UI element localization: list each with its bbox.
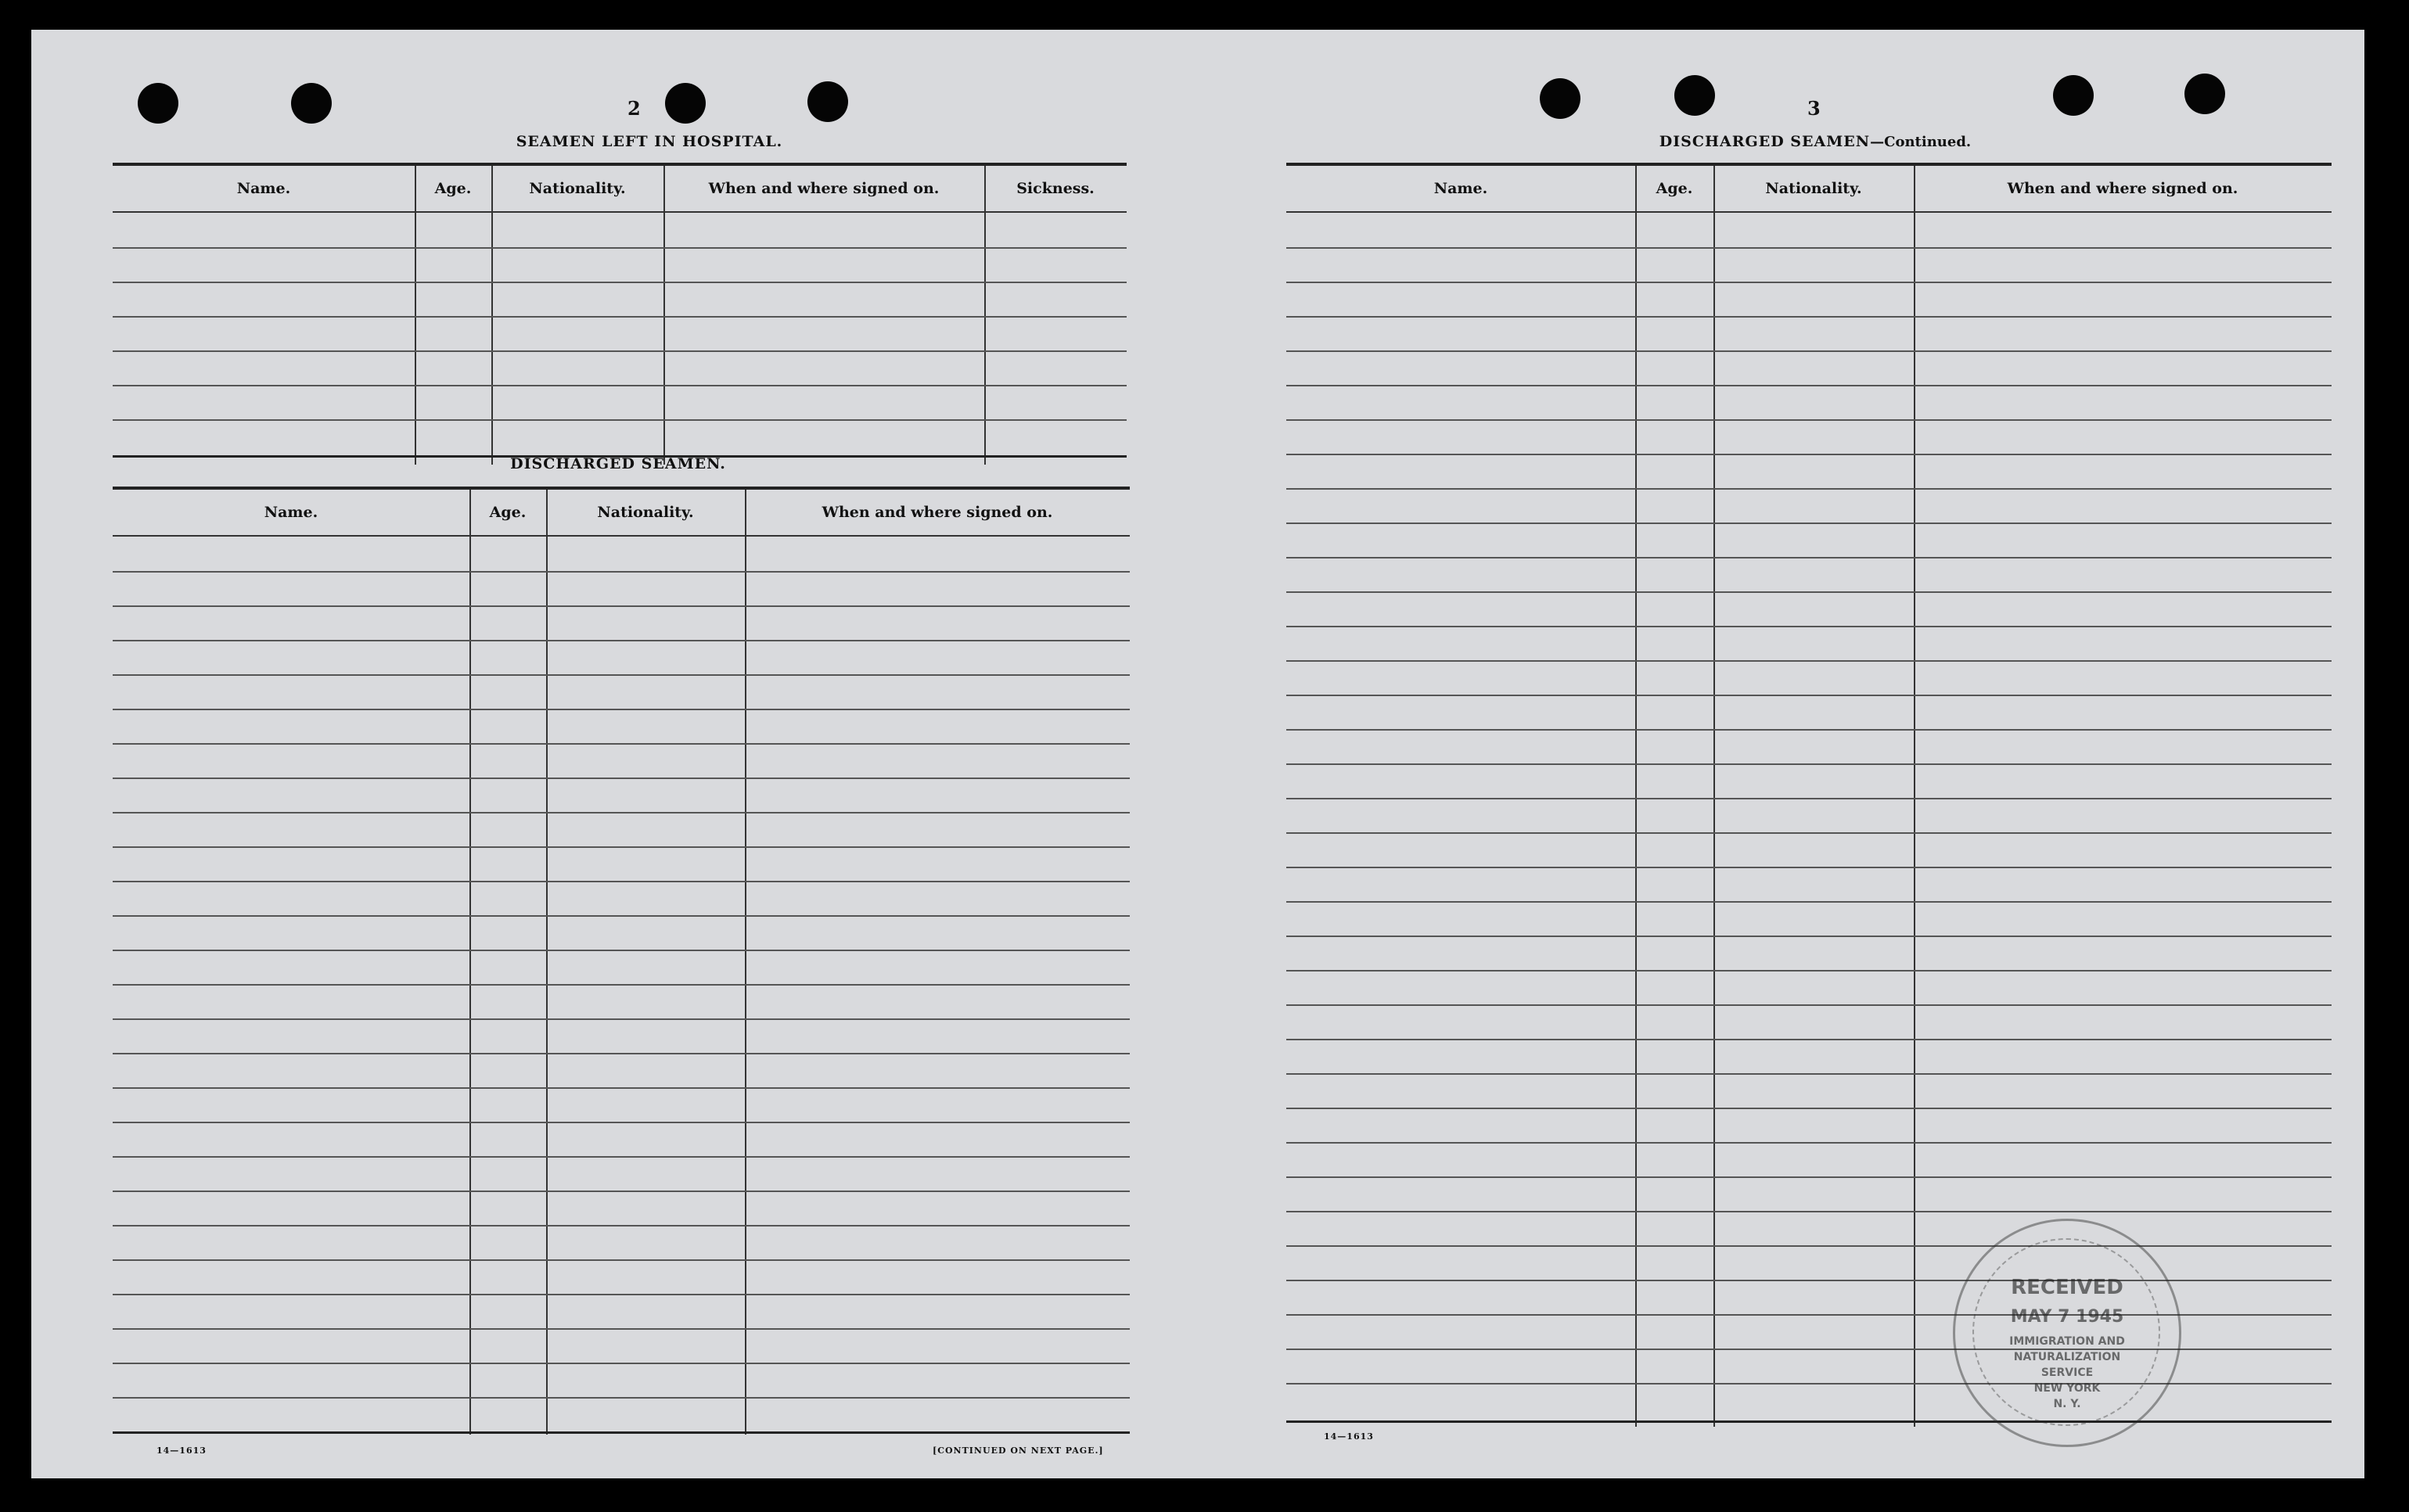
row-rule bbox=[1286, 763, 2332, 765]
row-rule bbox=[1286, 1142, 2332, 1144]
punch-hole bbox=[2053, 75, 2094, 116]
row-rule bbox=[1286, 626, 2332, 627]
row-rule bbox=[113, 605, 1130, 607]
row-rule bbox=[113, 881, 1130, 882]
punch-hole bbox=[1540, 78, 1580, 119]
right-section-title bbox=[1596, 133, 2034, 150]
row-rule bbox=[113, 1053, 1130, 1054]
punch-hole bbox=[807, 81, 848, 122]
row-rule bbox=[1286, 247, 2332, 249]
row-rule bbox=[1286, 901, 2332, 903]
row-rule bbox=[1286, 936, 2332, 937]
stamp-agency-3: SERVICE bbox=[2040, 1367, 2094, 1379]
stamp-received: RECEIVED bbox=[2011, 1276, 2123, 1299]
column-rule bbox=[469, 490, 471, 1435]
column-rule bbox=[1914, 166, 1915, 1427]
row-rule bbox=[113, 385, 1127, 386]
col-header-age: Age. bbox=[489, 504, 527, 521]
col-header-name: Name. bbox=[1433, 180, 1488, 197]
stamp-agency-1: IMMIGRATION AND bbox=[2009, 1335, 2125, 1348]
stamp-city: NEW YORK bbox=[2033, 1382, 2101, 1395]
row-rule bbox=[113, 1328, 1130, 1330]
row-rule bbox=[113, 950, 1130, 951]
row-rule bbox=[1286, 1211, 2332, 1212]
col-header-sickness: Sickness. bbox=[1016, 180, 1095, 197]
row-rule bbox=[1286, 695, 2332, 696]
row-rule bbox=[113, 812, 1130, 813]
row-rule bbox=[1286, 1176, 2332, 1178]
row-rule bbox=[113, 674, 1130, 676]
punch-hole bbox=[665, 83, 706, 124]
right-title-main: DISCHARGED SEAMEN bbox=[1659, 133, 1871, 150]
stamp-agency-2: NATURALIZATION bbox=[2013, 1351, 2121, 1363]
punch-hole bbox=[2184, 74, 2225, 114]
row-rule bbox=[113, 1294, 1130, 1295]
discharged-section-title: DISCHARGED SEAMEN. bbox=[510, 455, 726, 472]
row-rule bbox=[1286, 660, 2332, 662]
left-form-number: 14—1613 bbox=[156, 1446, 207, 1456]
discharged-table-right bbox=[1286, 163, 2332, 1427]
row-rule bbox=[113, 247, 1127, 249]
row-rule bbox=[113, 1156, 1130, 1158]
col-header-signed-on: When and where signed on. bbox=[708, 180, 940, 197]
col-header-name: Name. bbox=[264, 504, 318, 521]
punch-hole bbox=[138, 83, 178, 124]
row-rule bbox=[113, 350, 1127, 352]
row-rule bbox=[1286, 1245, 2332, 1247]
right-title-suffix: —Continued. bbox=[1870, 134, 1972, 150]
column-rule bbox=[1713, 166, 1715, 1427]
hospital-table bbox=[113, 163, 1127, 465]
row-rule bbox=[113, 1122, 1130, 1123]
row-rule bbox=[1286, 591, 2332, 593]
continued-note: [CONTINUED ON NEXT PAGE.] bbox=[933, 1446, 1104, 1456]
row-rule bbox=[1286, 1108, 2332, 1109]
row-rule bbox=[113, 571, 1130, 573]
column-rule bbox=[1635, 166, 1637, 1427]
row-rule bbox=[113, 1431, 1130, 1434]
col-header-age: Age. bbox=[1656, 180, 1693, 197]
row-rule bbox=[1286, 385, 2332, 386]
row-rule bbox=[113, 709, 1130, 710]
row-rule bbox=[113, 984, 1130, 986]
right-page-number: 3 bbox=[1807, 97, 1821, 120]
row-rule bbox=[1286, 1039, 2332, 1040]
row-rule bbox=[113, 640, 1130, 641]
row-rule bbox=[1286, 282, 2332, 283]
row-rule bbox=[113, 1087, 1130, 1089]
row-rule bbox=[1286, 832, 2332, 834]
row-rule bbox=[1286, 454, 2332, 455]
col-header-name: Name. bbox=[236, 180, 291, 197]
row-rule bbox=[1286, 523, 2332, 524]
discharged-table-left bbox=[113, 487, 1130, 1435]
row-rule bbox=[1286, 419, 2332, 421]
stamp-date: MAY 7 1945 bbox=[2010, 1307, 2124, 1327]
row-rule bbox=[113, 316, 1127, 318]
row-rule bbox=[113, 915, 1130, 917]
row-rule bbox=[1286, 350, 2332, 352]
row-rule bbox=[1286, 867, 2332, 868]
row-rule bbox=[113, 1259, 1130, 1261]
row-rule bbox=[1286, 1420, 2332, 1423]
col-header-signed-on: When and where signed on. bbox=[822, 504, 1053, 521]
row-rule bbox=[113, 743, 1130, 745]
row-rule bbox=[113, 1191, 1130, 1192]
right-form-number: 14—1613 bbox=[1324, 1431, 1374, 1442]
row-rule bbox=[113, 419, 1127, 421]
column-rule bbox=[745, 490, 746, 1435]
row-rule bbox=[1286, 316, 2332, 318]
row-rule bbox=[1286, 798, 2332, 799]
row-rule bbox=[1286, 557, 2332, 558]
punch-hole bbox=[1674, 75, 1715, 116]
punch-hole bbox=[291, 83, 332, 124]
row-rule bbox=[113, 846, 1130, 848]
left-page-number: 2 bbox=[627, 97, 641, 120]
hospital-section-title: SEAMEN LEFT IN HOSPITAL. bbox=[516, 133, 783, 150]
row-rule bbox=[113, 1397, 1130, 1399]
row-rule bbox=[1286, 1004, 2332, 1006]
received-stamp bbox=[1953, 1219, 2181, 1447]
column-rule bbox=[546, 490, 548, 1435]
row-rule bbox=[1286, 970, 2332, 971]
col-header-nationality: Nationality. bbox=[597, 504, 694, 521]
row-rule bbox=[1286, 488, 2332, 490]
row-rule bbox=[113, 1225, 1130, 1226]
row-rule bbox=[113, 1363, 1130, 1364]
col-header-nationality: Nationality. bbox=[529, 180, 626, 197]
row-rule bbox=[113, 282, 1127, 283]
col-header-nationality: Nationality. bbox=[1765, 180, 1862, 197]
row-rule bbox=[1286, 1073, 2332, 1075]
stamp-state: N. Y. bbox=[2053, 1398, 2081, 1410]
col-header-age: Age. bbox=[434, 180, 472, 197]
row-rule bbox=[113, 778, 1130, 779]
row-rule bbox=[113, 1018, 1130, 1020]
document-sheet bbox=[31, 30, 2364, 1478]
row-rule bbox=[1286, 729, 2332, 731]
col-header-signed-on: When and where signed on. bbox=[2007, 180, 2238, 197]
